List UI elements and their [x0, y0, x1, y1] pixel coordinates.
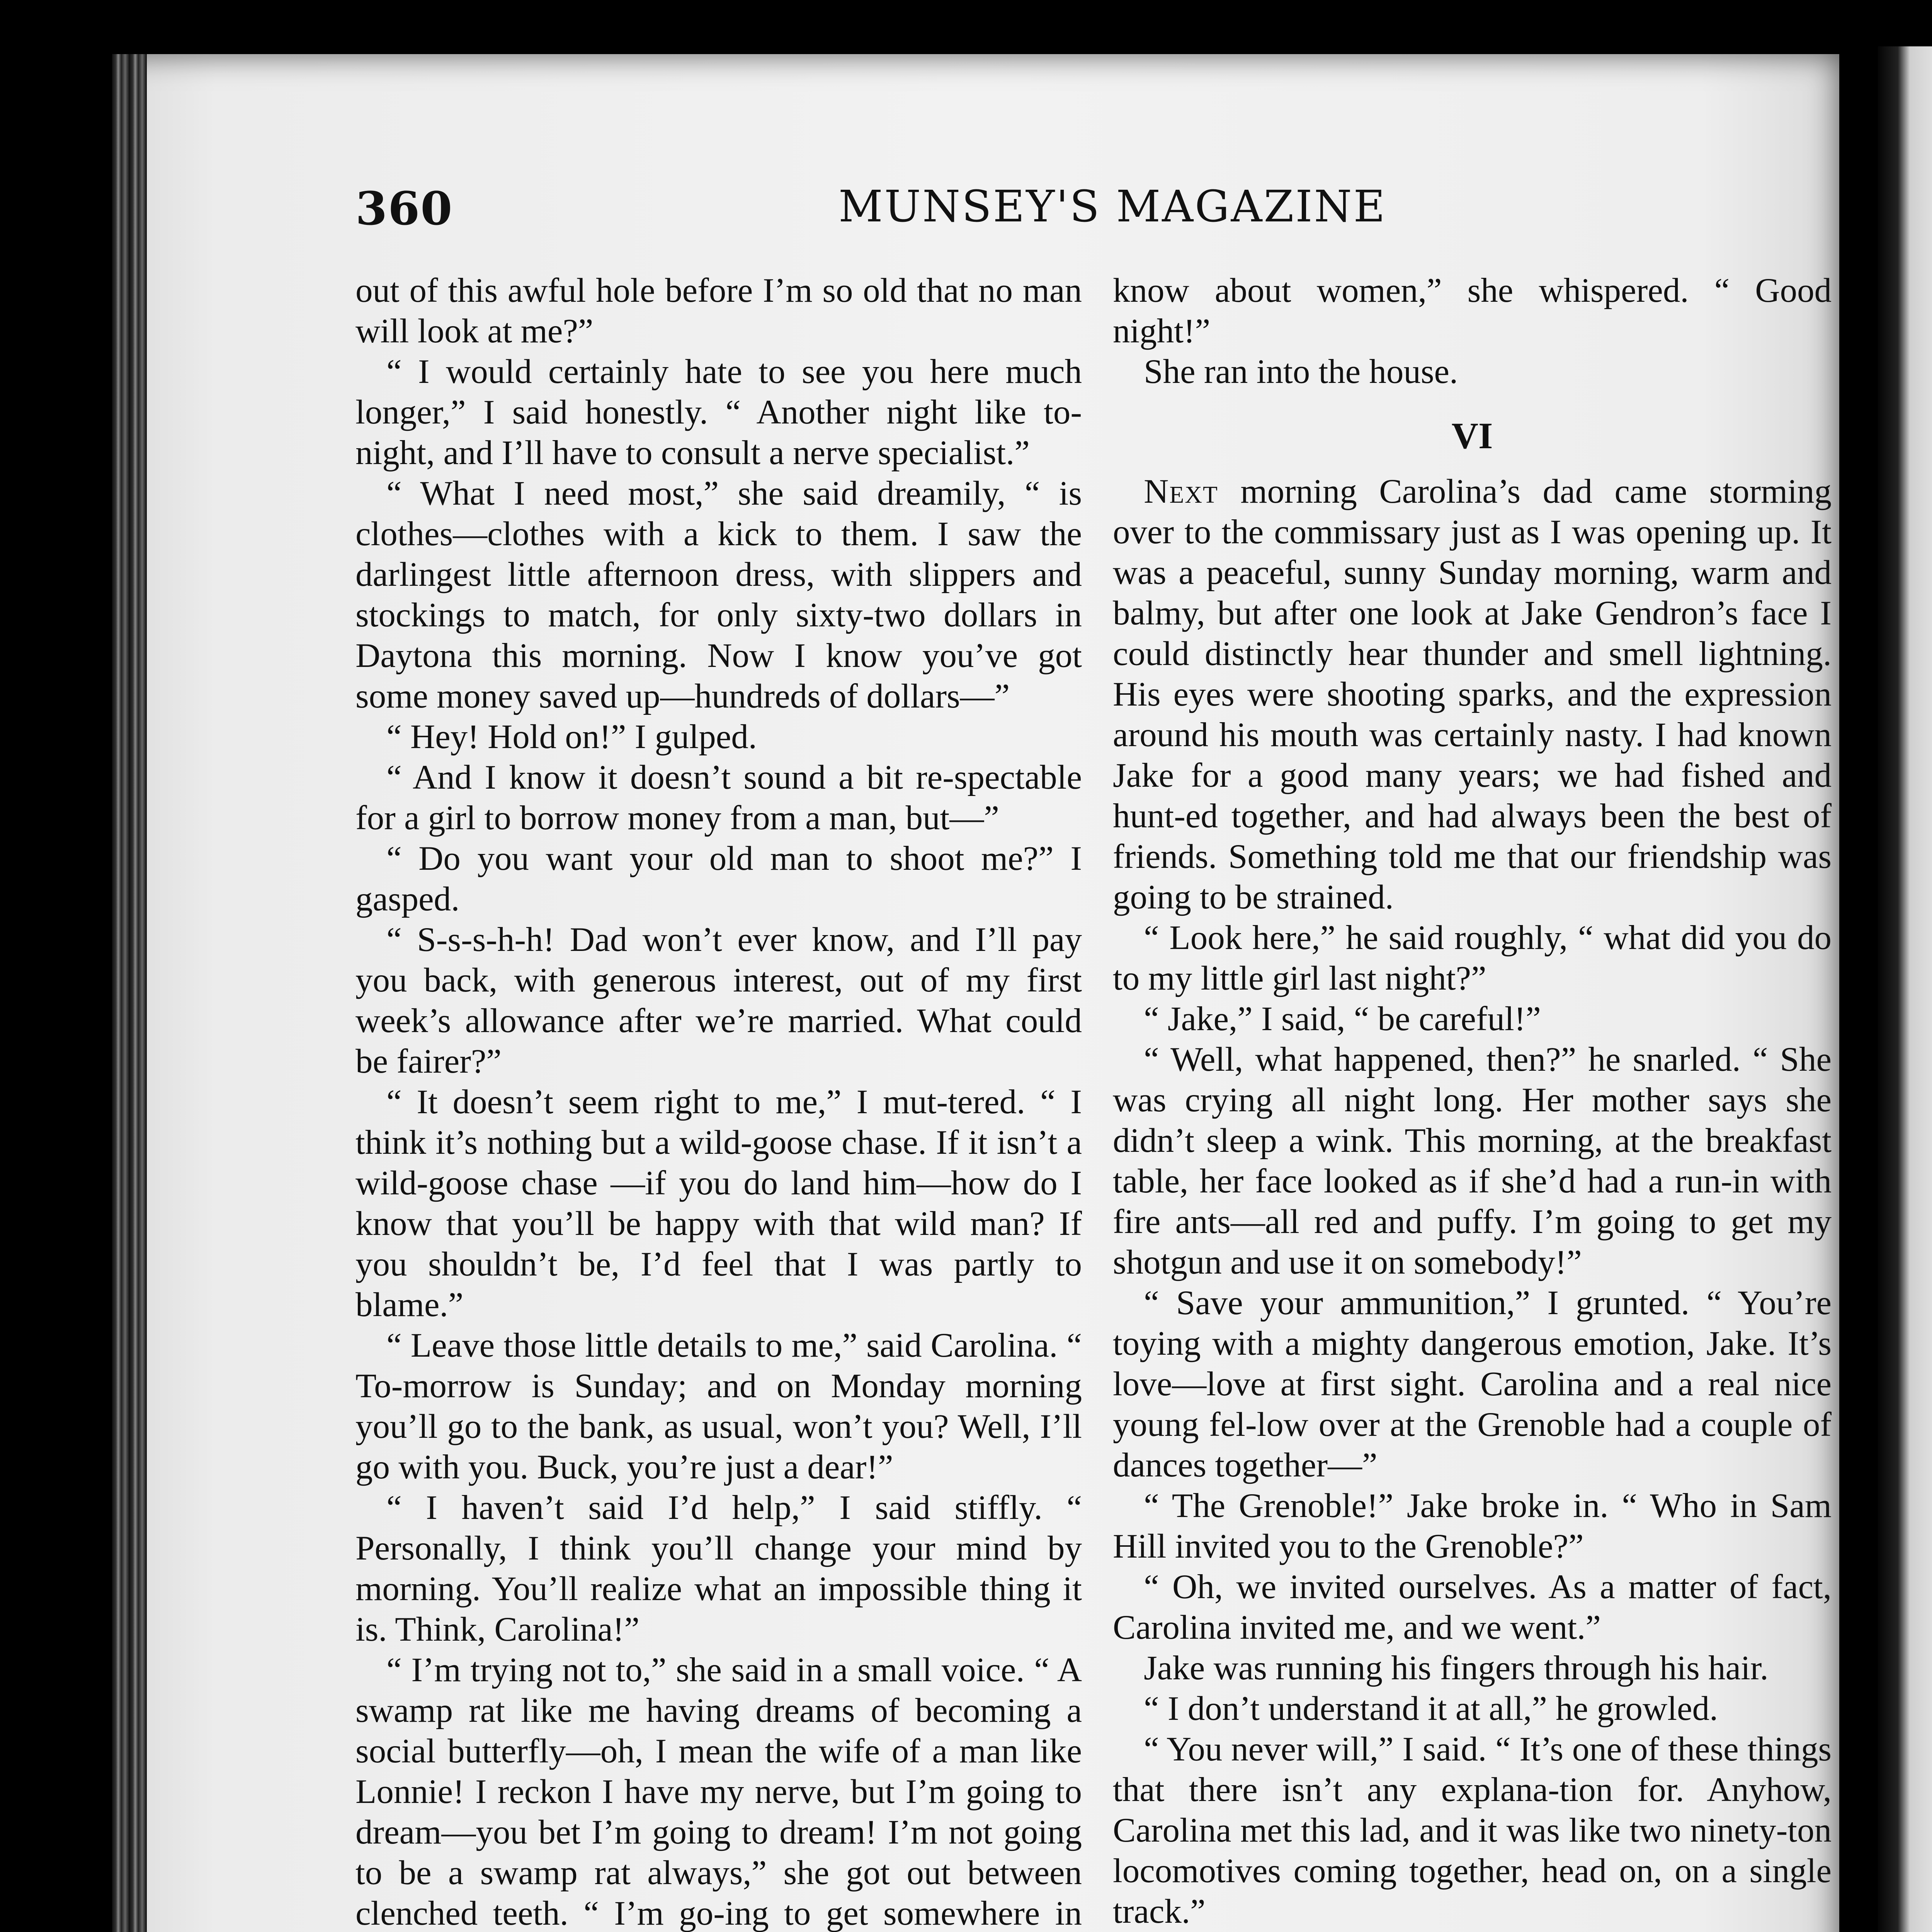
book-binding — [112, 54, 147, 1932]
section-heading: VI — [1451, 415, 1493, 456]
paragraph: “ What I need most,” she said dreamily, “ is clothes—clothes with a kick to them. I saw the darlingest little afternoon dress, with slippers and stockings to match, for only sixty-two dollars in Daytona this morning. Now I know you’ve got some money saved up—hundreds of dollars—” — [355, 474, 1082, 715]
paragraph: “ The Grenoble!” Jake broke in. “ Who in Sam Hill invited you to the Grenoble?” — [1113, 1487, 1832, 1565]
paragraph: “ I don’t understand it at all,” he growled. — [1144, 1690, 1718, 1728]
paragraph: “ I haven’t said I’d help,” I said stiffly. “ Personally, I think you’ll change your mind by morning. You’ll realize what an impossible thing it is. Think, Carolina!” — [355, 1489, 1082, 1648]
paragraph: know about women,” she whispered. “ Good night!” — [1113, 272, 1832, 350]
next-page-edge — [1878, 46, 1932, 1932]
running-head: MUNSEY'S MAGAZINE — [838, 182, 1387, 232]
paragraph: “ And I know it doesn’t sound a bit re-spectable for a girl to borrow money from a man, but—” — [355, 759, 1082, 837]
paragraph: “ I would certainly hate to see you here much longer,” I said honestly. “ Another night like to-night, and I’ll have to consult a nerve specialist.” — [355, 353, 1082, 472]
paragraph: “ It doesn’t seem right to me,” I mut-tered. “ I think it’s nothing but a wild-goose chase. If it isn’t a wild-goose chase —if you do land him—how do I know that you’ll be happy with that wild man? If you shouldn’t be, I’d feel that I was partly to blame.” — [355, 1083, 1082, 1324]
left-column — [355, 270, 1082, 1932]
paragraph: “ Well, what happened, then?” he snarled. “ She was crying all night long. Her mother says she didn’t sleep a wink. This morning, at the breakfast table, her face looked as if she’d had a run-in with fire ants—all red and puffy. I’m going to get my shotgun and use it on somebody!” — [1113, 1041, 1832, 1281]
paragraph: “ I’m trying not to,” she said in a small voice. “ A swamp rat like me having dreams of becoming a social butterfly—oh, I mean the wife of a man like Lonnie! I reckon I have my nerve, but I’m going to dream—you bet I’m going to dream! I’m not going to be a swamp rat always,” she got out between clenched teeth. “ I’m go-ing to get somewhere in — [355, 1651, 1082, 1932]
section-lead-paragraph — [1113, 471, 1832, 918]
lead-text: morning Carolina’s dad came storming over to the commissary just as I was opening up. It was a peaceful, sunny Sunday morning, warm and balmy, but after one look at Jake Gendron’s face I could distinctly hear thunder and smell lightning. His eyes were shooting sparks, and the expression around his mouth was certainly nasty. I had known Jake for a good many years; we had fished and hunt-ed together, and had always been the best of friends. Something told me that our friendship was going to be strained. — [1113, 473, 1832, 916]
paragraph: “ S-s-s-h-h! Dad won’t ever know, and I’ll pay you back, with generous interest, out of my first week’s allowance after we’re married. What could be fairer?” — [355, 921, 1082, 1080]
paragraph: “ Do you want your old man to shoot me?” I gasped. — [355, 840, 1082, 918]
page-header — [355, 182, 1832, 243]
paragraph: “ Save your ammunition,” I grunted. “ You’re toying with a mighty dangerous emotion, Jake. It’s love—love at first sight. Carolina and a real nice young fel-low over at the Grenoble had a couple of dances together—” — [1113, 1284, 1832, 1484]
paragraph: out of this awful hole before I’m so old that no man will look at me?” — [355, 272, 1082, 350]
paragraph: “ Hey! Hold on!” I gulped. — [386, 718, 757, 756]
lead-word: Next — [1144, 473, 1218, 510]
paragraph: “ Jake,” I said, “ be careful!” — [1144, 1000, 1541, 1038]
paragraph: She ran into the house. — [1144, 353, 1458, 391]
paragraph: Jake was running his fingers through his hair. — [1144, 1649, 1769, 1687]
paragraph: “ You never will,” I said. “ It’s one of these things that there isn’t any explana-tion for. Anyhow, Carolina met this lad, and it was like two ninety-ton locomotives coming together, head on, on a single track.” — [1113, 1730, 1832, 1930]
paragraph: “ Leave those little details to me,” said Carolina. “ To-morrow is Sunday; and on Monday morning you’ll go to the bank, as usual, won’t you? Well, I’ll go with you. Buck, you’re just a dear!” — [355, 1327, 1082, 1486]
right-column — [1113, 270, 1832, 1932]
paragraph: “ Oh, we invited ourselves. As a matter of fact, Carolina invited me, and we went.” — [1113, 1568, 1832, 1646]
page-number: 360 — [355, 182, 453, 235]
paragraph: “ Look here,” he said roughly, “ what did you do to my little girl last night?” — [1113, 919, 1832, 997]
